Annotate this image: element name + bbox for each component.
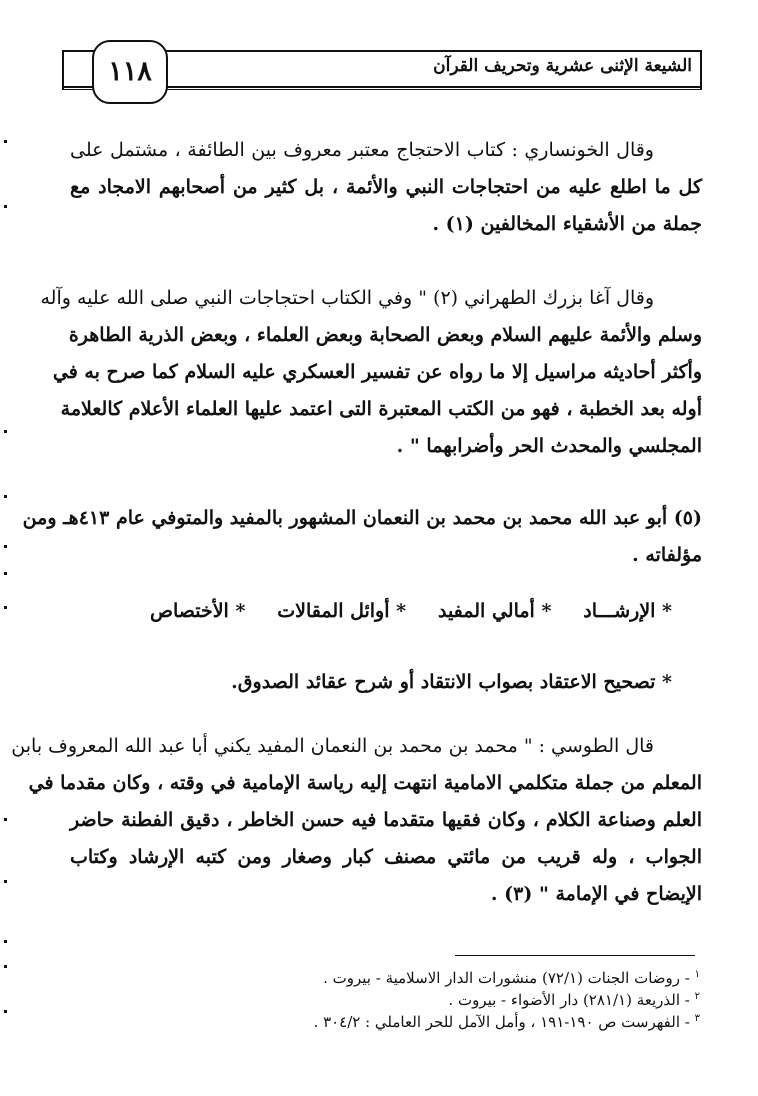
paragraph-tusi [11, 728, 702, 913]
work-item: * الأختصاص [150, 600, 246, 622]
margin-mark [4, 606, 7, 609]
work-item: * أوائل المقالات [277, 600, 407, 622]
text-line: قال الطوسي : " محمد بن محمد بن النعمان المفيد يكني أبا عبد الله المعروف بابن [11, 735, 654, 757]
work-item: * الإرشـــاد [583, 600, 672, 622]
paragraph-khwansari [70, 132, 702, 243]
page-header [62, 40, 702, 96]
text-line: العلم وصناعة الكلام ، وكان فقيها متقدما فيه حسن الخاطر ، دقيق الفطنة حاضر [70, 809, 702, 831]
margin-mark [4, 965, 7, 968]
text-line: المعلم من جملة متكلمي الامامية انتهت إليه رياسة الإمامية في وقته ، وكان مقدما في [28, 772, 702, 794]
text-line: الجواب ، وله قريب من مائتي مصنف كبار وصغار ومن كتبه الإرشاد وكتاب [70, 846, 702, 868]
text-line: وقال الخونساري : كتاب الاحتجاج معتبر معروف بين الطائفة ، مشتمل على [70, 139, 654, 161]
footnote-number: ١ [694, 969, 700, 980]
work-extra: * تصحيح الاعتقاد بصواب الانتقاد أو شرح عقائد الصدوق. [231, 671, 672, 693]
text-line: وسلم والأئمة عليهم السلام وبعض الصحابة وبعض العلماء ، وبعض الذرية الطاهرة [68, 324, 702, 346]
margin-mark [4, 430, 7, 433]
works-list [150, 600, 672, 622]
text-line: مؤلفاته . [632, 544, 702, 566]
margin-mark [4, 940, 7, 943]
running-title: الشيعة الإثنى عشرية وتحريف القرآن [433, 56, 692, 76]
footnote-text: - الذريعة (٢٨١/١) دار الأضواء - بيروت . [448, 991, 690, 1009]
margin-mark [4, 205, 7, 208]
margin-mark [4, 545, 7, 548]
text-line: الإيضاح في الإمامة " (٣) . [490, 883, 702, 905]
text-line: أوله بعد الخطبة ، فهو من الكتب المعتبرة التى اعتمد عليها العلماء الأعلام كالعلامة [60, 398, 702, 420]
footnote-separator [455, 955, 695, 956]
text-line: وأكثر أحاديثه مراسيل إلا ما رواه عن تفسير العسكري عليه السلام كما صرح به في [52, 361, 702, 383]
footnotes [180, 964, 700, 1030]
margin-mark [4, 818, 7, 821]
margin-mark [4, 572, 7, 575]
footnote [180, 964, 700, 986]
header-edge-right [700, 50, 702, 89]
footnote-number: ٢ [694, 991, 700, 1002]
footnote [180, 986, 700, 1008]
work-item: * أمالي المفيد [437, 600, 552, 622]
footnote [180, 1008, 700, 1030]
paragraph-tehrani [40, 280, 702, 465]
footnote-text: - روضات الجنات (٧٢/١) منشورات الدار الاسلامية - بيروت . [323, 969, 690, 987]
header-edge-left [62, 50, 64, 89]
page-number: ١١٨ [92, 40, 168, 104]
footnote-number: ٣ [694, 1013, 700, 1024]
text-line: جملة من الأشقياء المخالفين (١) . [432, 213, 702, 235]
paragraph-mufid [22, 500, 702, 574]
work-extra-block [70, 664, 672, 701]
margin-mark [4, 140, 7, 143]
text-line: كل ما اطلع عليه من احتجاجات النبي والأئمة ، بل كثير من أصحابهم الامجاد مع [70, 176, 702, 198]
margin-mark [4, 1010, 7, 1013]
margin-mark [4, 880, 7, 883]
text-line: وقال آغا بزرك الطهراني (٢) " وفي الكتاب احتجاجات النبي صلى الله عليه وآله [40, 287, 654, 309]
footnote-text: - الفهرست ص ١٩٠-١٩١ ، وأمل الآمل للحر العاملي : ٣٠٤/٢ . [313, 1013, 690, 1031]
text-line: المجلسي والمحدث الحر وأضرابهما " . [396, 435, 702, 457]
margin-mark [4, 495, 7, 498]
text-line: (٥) أبو عبد الله محمد بن محمد بن النعمان المشهور بالمفيد والمتوفي عام ٤١٣هـ ومن [22, 507, 702, 529]
